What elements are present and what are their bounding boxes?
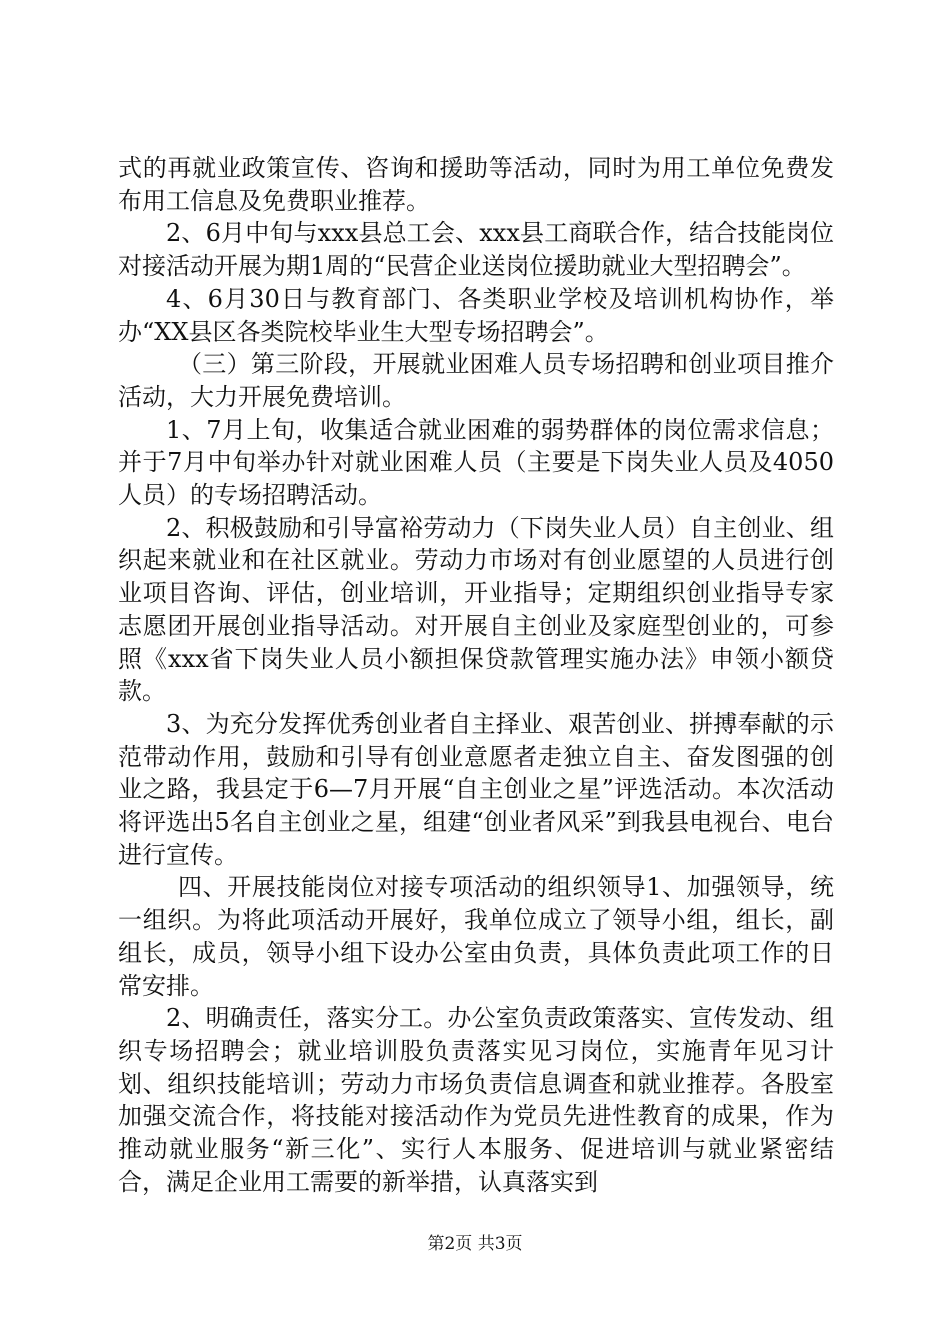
page-number-footer: 第2页 共3页 [427, 1234, 523, 1254]
paragraph-section-4: 四、开展技能岗位对接专项活动的组织领导1、加强领导，统一组织。为将此项活动开展好，我单位成立了领导小组，组长，副组长，成员，领导小组下设办公室由负责，具体负责此项工作的日常安排。 [118, 873, 834, 1000]
paragraph-item-4: 4、6月30日与教育部门、各类职业学校及培训机构协作，举办“XX县区各类院校毕业生大型专场招聘会”。 [118, 284, 834, 346]
paragraph-item-2: 2、6月中旬与xxx县总工会、xxx县工商联合作，结合技能岗位对接活动开展为期1周的“民营企业送岗位援助就业大型招聘会”。 [118, 219, 834, 281]
paragraph-section-3-item-2: 2、积极鼓励和引导富裕劳动力（下岗失业人员）自主创业、组织起来就业和在社区就业。劳动力市场对有创业愿望的人员进行创业项目咨询、评估，创业培训，开业指导；定期组织创业指导专家志愿团开展创业指导活动。对开展自主创业及家庭型创业的，可参照《xxx省下岗失业人员小额担保贷款管理实施办法》申领小额贷款。 [118, 513, 834, 706]
paragraph-section-3: （三）第三阶段，开展就业困难人员专场招聘和创业项目推介活动，大力开展免费培训。 [118, 350, 834, 411]
paragraph-section-3-item-1: 1、7月上旬，收集适合就业困难的弱势群体的岗位需求信息；并于7月中旬举办针对就业困难人员（主要是下岗失业人员及4050人员）的专场招聘活动。 [118, 415, 834, 510]
paragraph-section-3-item-3: 3、为充分发挥优秀创业者自主择业、艰苦创业、拼搏奉献的示范带动作用，鼓励和引导有创业意愿者走独立自主、奋发图强的创业之路，我县定于6—7月开展“自主创业之星”评选活动。本次活动将评选出5名自主创业之星，组建“创业者风采”到我县电视台、电台进行宣传。 [118, 709, 834, 869]
paragraph-continuation: 式的再就业政策宣传、咨询和援助等活动，同时为用工单位免费发布用工信息及免费职业推荐。 [118, 154, 834, 215]
paragraph-section-4-item-2: 2、明确责任，落实分工。办公室负责政策落实、宣传发动、组织专场招聘会；就业培训股负责落实见习岗位，实施青年见习计划、组织技能培训；劳动力市场负责信息调查和就业推荐。各股室加强交流合作，将技能对接活动作为党员先进性教育的成果，作为推动就业服务“新三化”、实行人本服务、促进培训与就业紧密结合，满足企业用工需要的新举措，认真落实到 [118, 1004, 834, 1196]
document-body [118, 152, 834, 1199]
